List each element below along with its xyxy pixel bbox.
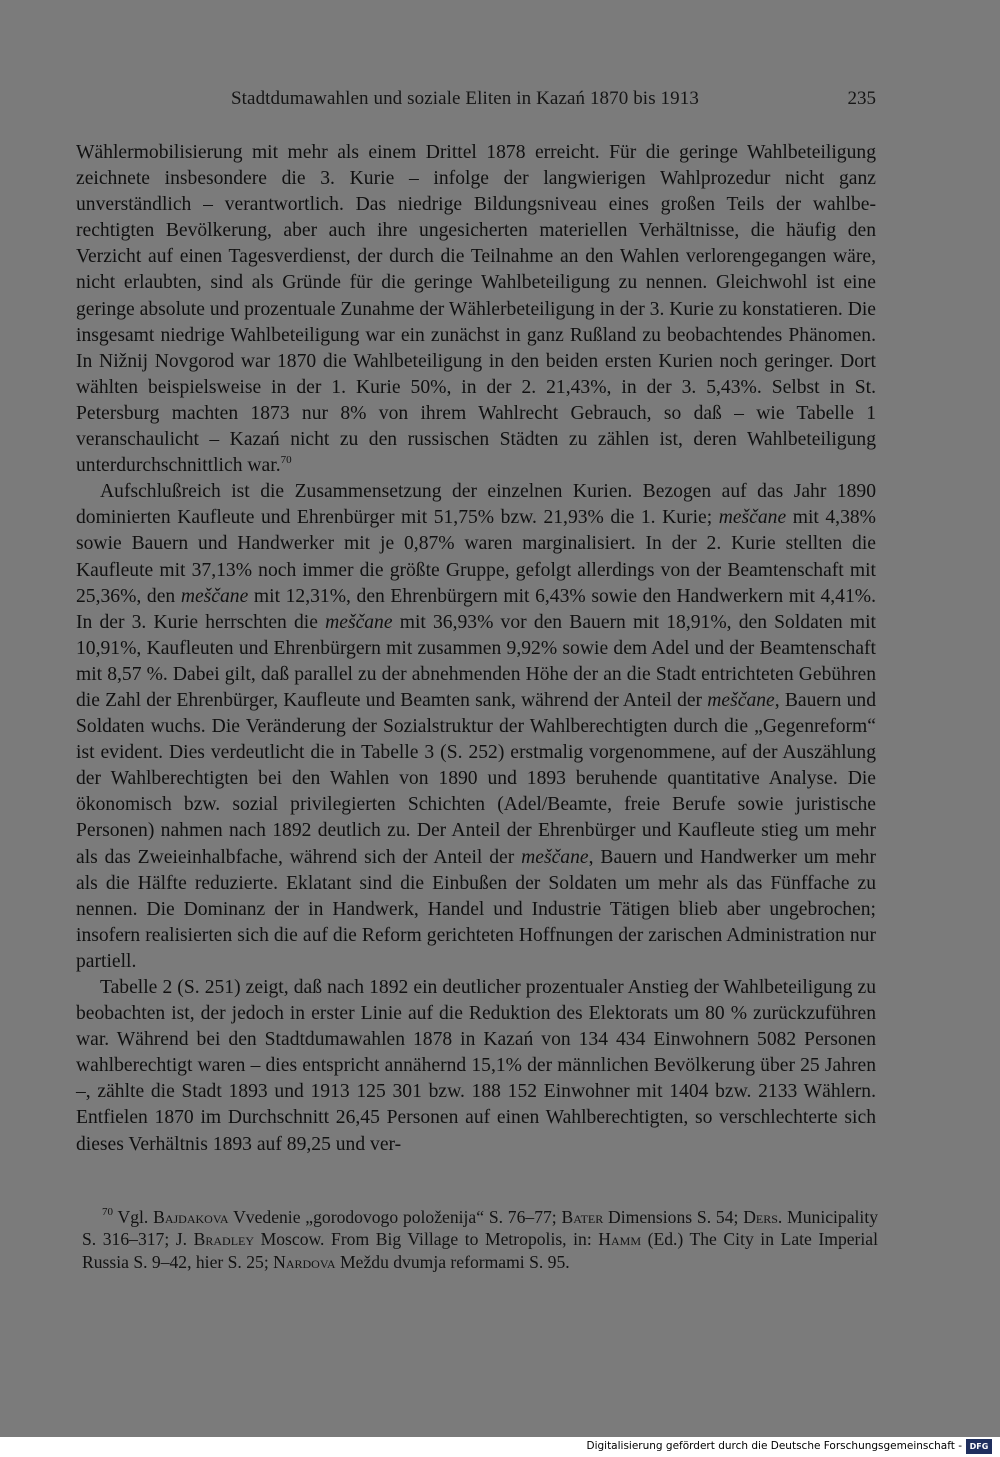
paragraph-text: mit 12,31%, den Ehrenbürgern mit 6,43% sowie den Handwerkern mit 4,41%. In der 3. Kurie herrschten die	[76, 585, 876, 633]
digitization-footer	[0, 1437, 1000, 1457]
footnote	[82, 1206, 878, 1273]
footnote-text: Vgl.	[117, 1207, 154, 1227]
paragraph-text: mit 4,38% sowie Bauern und Handwerker mit je 0,87% waren marginalisiert. In der 2. Kurie stellten die Kaufleute mit 37,13% noch immer die größte Gruppe, gefolgt allerdings von der Beamtenschaft mit 25,36%, den	[76, 507, 876, 607]
footnote-text: (Ed.) The City in Late Imperial Russia S. 9–42, hier S. 25;	[82, 1229, 878, 1272]
footnote-text: Dimensions S. 54;	[603, 1207, 744, 1227]
paragraph	[76, 140, 876, 479]
author-name: Bajdakova	[153, 1207, 229, 1227]
paragraph	[76, 479, 876, 975]
author-name: Ders.	[743, 1207, 783, 1227]
author-name: Nardova	[273, 1251, 336, 1272]
running-title: Stadtdumawahlen und soziale Eliten in Kazań 1870 bis 1913	[231, 88, 699, 109]
footnote-reference: 70	[280, 454, 292, 467]
page-number: 235	[847, 88, 876, 109]
author-name: Hamm	[598, 1229, 642, 1250]
paragraph-text: Tabelle 2 (S. 251) zeigt, daß nach 1892 ein deutlicher prozentualer Anstieg der Wahlbeteiligung zu beobachten ist, der jedoch in erster Linie auf die Reduktion des Elektorats um 80 % zurückzuführen war. Während bei den Stadtdumawahlen 1878 in Kazań von 134 434 Einwohnern 5082 Personen wahlberechtigt waren – dies entspricht annähernd 15,1% der männlichen Bevölkerung über 25 Jahren –, zählte die Stadt 1893 und 1913 125 301 bzw. 188 152 Einwohner mit 1404 bzw. 2133 Wählern. Entfielen 1870 im Durchschnitt 26,45 Personen auf einen Wahlberechtigten, so verschlechterte sich dieses Verhältnis 1893 auf 89,25 und ver-	[76, 977, 876, 1155]
author-name: Bradley	[193, 1229, 255, 1250]
footnote-text: Vvedenie „gorodovogo položenija“ S. 76–77;	[228, 1207, 562, 1227]
italic-term: meščane	[718, 507, 787, 529]
italic-term: meščane	[707, 689, 775, 711]
footnote-number: 70	[102, 1206, 113, 1218]
digitization-credit: Digitalisierung gefördert durch die Deutsche Forschungsgemeinschaft -	[586, 1440, 962, 1452]
footnote-text: Municipality S. 316–317; J.	[82, 1207, 879, 1250]
author-name: Bater	[561, 1207, 604, 1227]
paragraph-text: mit 36,93% vor den Bauern mit 18,91%, den Soldaten mit 10,91%, Kaufleuten und Ehrenbürgern mit zusammen 9,92% sowie dem Adel und der Beamtenschaft mit 8,57 %. Dabei gilt, daß parallel zu der abnehmenden Höhe der an die Stadt entrichteten Gebühren die Zahl der Ehrenbürger, Kaufleute und Beamten sank, während der Anteil der	[76, 611, 877, 711]
footnotes	[82, 1206, 878, 1273]
footnote-text: Meždu dvumja reformami S. 95.	[335, 1251, 570, 1272]
page-header	[76, 88, 876, 114]
footnote-text: Moscow. From Big Village to Metropolis, in:	[254, 1229, 599, 1250]
italic-term: meščane	[180, 585, 249, 607]
paragraph-text: Aufschlußreich ist die Zusammensetzung der einzelnen Kurien. Bezogen auf das Jahr 1890 dominierten Kaufleute und Ehrenbürger mit 51,75% bzw. 21,93% die 1. Kurie;	[76, 481, 876, 529]
paragraph-text: Wählermobilisierung mit mehr als einem Drittel 1878 erreicht. Für die geringe Wahlbeteiligung zeichnete insbesondere die 3. Kurie – infolge der langwierigen Wahlprozedur nicht ganz unverständlich – verantwortlich. Das niedrige Bildungsniveau eines großen Teils der wahlberechtigten Bevölkerung, aber auch ihre ungesicherten materiellen Verhältnisse, die häufig den Verzicht auf einen Tagesverdienst, der durch die Teilnahme an den Wahlen verlorengegangen wäre, nicht erlaubten, sind als Gründe für die geringe Wahlbeteiligung zu nennen. Gleichwohl ist eine geringe absolute und prozentuale Zunahme der Wählerbeteiligung in der 3. Kurie zu konstatieren. Die insgesamt niedrige Wahlbeteiligung war ein zunächst in ganz Rußland zu beobachtendes Phänomen. In Nižnij Novgorod war 1870 die Wahlbeteiligung in den beiden ersten Kurien noch geringer. Dort wählten beispielsweise in der 1. Kurie 50%, in der 2. 21,43%, in der 3. 5,43%. Selbst in St. Petersburg machten 1873 nur 8% von ihrem Wahlrecht Gebrauch, so daß – wie Tabelle 1 veranschaulicht – Kazań nicht zu den russischen Städten zu zählen ist, deren Wahlbeteiligung unterdurchschnittlich war.	[76, 142, 876, 477]
body-text	[76, 140, 876, 1158]
paragraph-text: , Bauern und Soldaten wuchs. Die Veränderung der Sozialstruktur der Wahlberechtigten durch die „Gegenreform“ ist evident. Dies verdeutlicht die in Tabelle 3 (S. 252) erstmalig vorgenommene, auf der Auszählung der Wahlberechtigten bei den Wahlen von 1890 und 1893 beruhende quantitative Analyse. Die ökonomisch bzw. sozial privilegierten Schichten (Adel/Beamte, freie Berufe sowie juristische Personen) nahmen nach 1892 deutlich zu. Der Anteil der Ehrenbürger und Kaufleute stieg um mehr als das Zweieinhalbfache, während sich der Anteil der	[76, 689, 876, 868]
dfg-logo: DFG	[966, 1439, 992, 1454]
paragraph-text: , Bauern und Handwerker um mehr als die Hälfte reduzierte. Eklatant sind die Einbußen der Soldaten um mehr als das Fünffache zu nennen. Die Dominanz der in Handwerk, Handel und Industrie Tätigen blieb aber ungebrochen; insofern realisierten sich die auf die Reform gerichteten Hoffnungen der zarischen Administration nur partiell.	[76, 846, 876, 972]
paragraph	[76, 975, 876, 1158]
italic-term: meščane	[325, 611, 393, 633]
italic-term: meščane	[521, 846, 589, 868]
